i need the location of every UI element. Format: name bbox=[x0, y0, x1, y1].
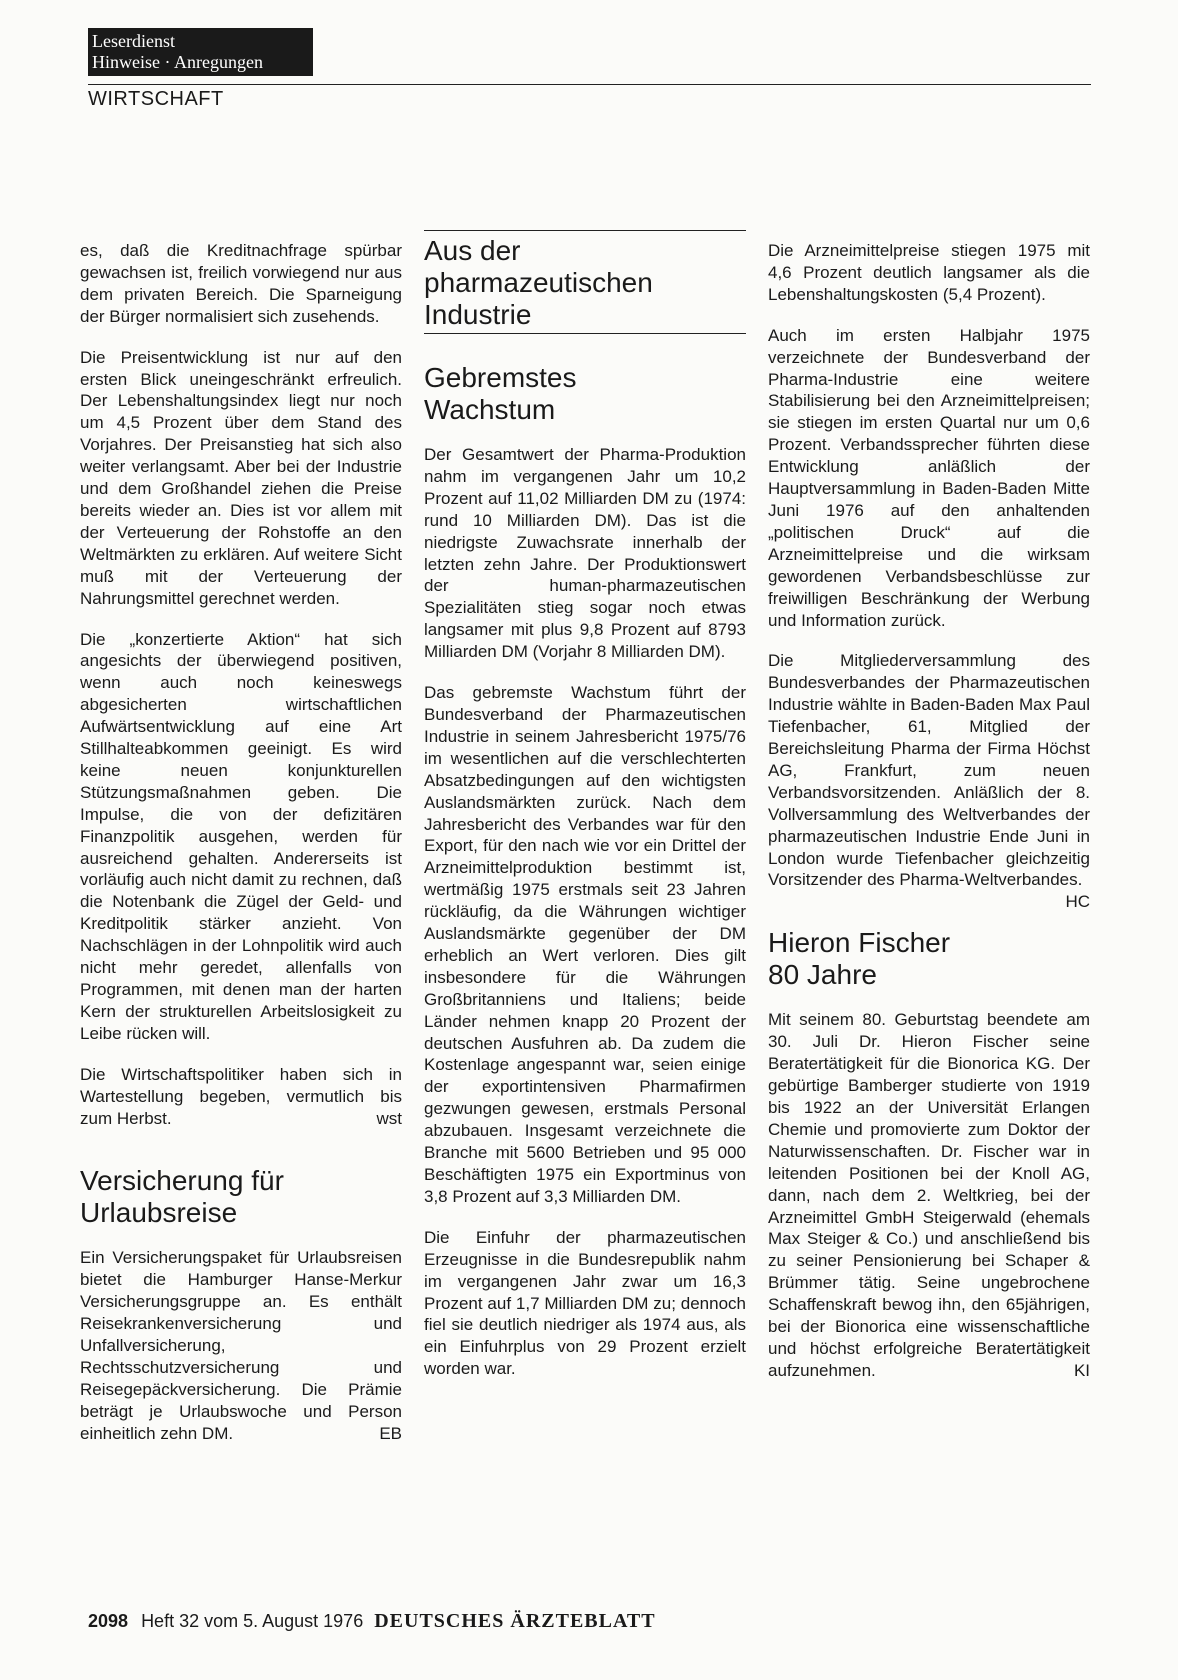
header-line-2: Hinweise · Anregungen bbox=[92, 52, 263, 72]
paragraph: Auch im ersten Halbjahr 1975 verzeichnete der Bundesverband der Pharma-Industrie eine weitere Stabilisierung bei den Arzneimittelpreisen; sie stiegen im ersten Quartal nur um 0,6 Prozent. Verbandssprecher führten diese Entwicklung anläßlich der Hauptversammlung in Baden-Baden Mitte Juni 1976 auf den anhaltenden „politischen Druck“ auf die Arzneimittelpreise und die wirksam gewordenen Verbandsbeschlüsse zur freiwilligen Beschränkung der Werbung und Information zurück. bbox=[768, 325, 1090, 630]
author-signature: wst bbox=[376, 1108, 402, 1128]
paragraph: Der Gesamtwert der Pharma-Produktion nahm im vergangenen Jahr um 10,2 Prozent auf 11,02 Milliarden DM zu (1974: rund 10 Milliarden DM). Das ist die niedrigste Zuwachsrate innerhalb der letzten zehn Jahre. Der Produktionswert der human-pharmazeutischen Spezialitäten stieg sogar noch etwas langsamer mit plus 9,8 Prozent auf 8793 Milliarden DM (Vorjahr 8 Milliarden DM). bbox=[424, 445, 746, 662]
paragraph: Das gebremste Wachstum führt der Bundesverband der Pharmazeutischen Industrie in seinem Jahresbericht 1975/76 im wesentlichen auf die verschlechterten Absatzbedingungen auf den wichtigsten Auslandsmärkten zurück. Nach dem Jahresbericht des Verbandes war für den Export, für den nach wie vor ein Drittel der Arzneimittelproduktion bestimmt ist, wertmäßig 1975 erstmals seit 23 Jahren rückläufig, da die Währungen wichtiger Auslandsmärkte gegenüber der DM erheblich an Wert verloren. Dies gilt insbesondere für die Währungen Großbritanniens und Italiens; beide Länder nehmen knapp 20 Prozent der deutschen Ausfuhren ab. Da zudem die Kostenlage angespannt war, seien einige der exportintensiven Pharmafirmen gezwungen gewesen, erstmals Personal abzubauen. Insgesamt verzeichnete die Branche mit 5600 Betrieben und 95 000 Beschäftigten 1975 ein Exportminus von 3,8 Prozent auf 3,3 Milliarden DM. bbox=[424, 683, 746, 1206]
section-label: WIRTSCHAFT bbox=[88, 88, 224, 110]
issue-info: Heft 32 vom 5. August 1976 bbox=[141, 1611, 364, 1631]
paragraph-text: Die Mitgliederversammlung des Bundesverbandes der Pharmazeutischen Industrie wählte in Baden-Baden Max Paul Tiefenbacher, 61, Mitglied der Bereichsleitung Pharma der Firma Höchst AG, Frankfurt, zum neuen Verbandsvorsitzenden. Anläßlich der 8. Vollversammlung des Weltverbandes der pharmazeutischen Industrie Ende Juni in London wurde Tiefenbacher gleichzeitig Vorsitzender des Pharma-Weltverbandes. bbox=[768, 651, 1090, 890]
page-number: 2098 bbox=[88, 1611, 129, 1631]
author-signature: EB bbox=[379, 1423, 402, 1443]
column-2 bbox=[424, 235, 746, 1399]
paragraph: Die Einfuhr der pharmazeutischen Erzeugnisse in die Bundesrepublik nahm im vergangenen Jahr zwar um 16,3 Prozent auf 1,7 Milliarden DM zu; dennoch fiel sie deutlich niedriger als 1974 aus, als ein Einfuhrplus von 29 Prozent erzielt worden war. bbox=[424, 1227, 746, 1379]
paragraph: Die Arzneimittelpreise stiegen 1975 mit 4,6 Prozent deutlich langsamer als die Lebenshaltungskosten (5,4 Prozent). bbox=[768, 241, 1090, 304]
article-heading: Versicherung für Urlaubsreise bbox=[80, 1165, 284, 1229]
section-title: Aus der pharmazeutischen Industrie bbox=[424, 235, 653, 330]
article-heading: Hieron Fischer 80 Jahre bbox=[768, 927, 951, 991]
paragraph: Die „konzertierte Aktion“ hat sich angesichts der überwiegend positiven, wenn auch noch keineswegs abgesicherten wirtschaftlichen Aufwärtsentwicklung auf eine Art Stillhalteabkommen geeinigt. Es wird keine neuen konjunkturellen Stützungsmaßnahmen geben. Die Impulse, die von der defizitären Finanzpolitik ausgehen, werden für ausreichend gehalten. Andererseits ist vorläufig auch nicht damit zu rechnen, daß die Notenbank die Zügel der Geld- und Kreditpolitik stärker anzieht. Von Nachschlägen in der Lohnpolitik wird auch nicht mehr geredet, allenfalls von Programmen, mit denen man der harten Kern der strukturellen Arbeitslosigkeit zu Leibe rücken will. bbox=[80, 629, 402, 1043]
paragraph bbox=[80, 1064, 402, 1130]
page-footer bbox=[88, 1610, 656, 1633]
column-1 bbox=[80, 240, 402, 1464]
paragraph-text: Die Wirtschaftspolitiker haben sich in Wartestellung begeben, vermutlich bis zum Herbst. bbox=[80, 1064, 402, 1128]
section-title-block bbox=[424, 230, 746, 334]
paragraph bbox=[768, 1009, 1090, 1381]
paragraph-text: Ein Versicherungspaket für Urlaubsreisen bietet die Hamburger Hanse-Merkur Versicherungsgruppe an. Es enthält Reisekrankenversicherung und Unfallversicherung, Rechtsschutzversicherung und Reisegepäckversicherung. Die Prämie beträgt je Urlaubswoche und Person einheitlich zehn DM. bbox=[80, 1248, 402, 1443]
author-signature: HC bbox=[1065, 892, 1090, 912]
column-header-box bbox=[88, 28, 313, 76]
column-3 bbox=[768, 240, 1090, 1401]
paragraph: Die Preisentwicklung ist nur auf den ersten Blick uneingeschränkt erfreulich. Der Lebenshaltungsindex liegt nur noch um 4,5 Prozent über dem Stand des Vorjahres. Der Preisanstieg hat sich also weiter verlangsamt. Aber bei der Industrie und dem Großhandel ziehen die Preise bereits wieder an. Dies ist vor allem mit der Verteuerung der Rohstoffe an den Weltmärkten zu erklären. Auf weitere Sicht muß mit der Verteuerung der Nahrungsmittel gerechnet werden. bbox=[80, 347, 402, 608]
paragraph: es, daß die Kreditnachfrage spürbar gewachsen ist, freilich vorwiegend nur aus dem privaten Bereich. Die Sparneigung der Bürger normalisiert sich zusehends. bbox=[80, 241, 402, 326]
paragraph bbox=[768, 650, 1090, 912]
masthead: DEUTSCHES ÄRZTEBLATT bbox=[374, 1610, 656, 1632]
author-signature: KI bbox=[1073, 1360, 1090, 1380]
paragraph bbox=[80, 1247, 402, 1444]
top-rule bbox=[88, 84, 1091, 85]
paragraph-text: Mit seinem 80. Geburtstag beendete am 30. Juli Dr. Hieron Fischer seine Beratertätigkeit für die Bionorica KG. Der gebürtige Bamberger studierte von 1919 bis 1922 an der Universität Erlangen Chemie und promovierte zum Doktor der Naturwissenschaften. Dr. Fischer war in leitenden Positionen bei der Knoll AG, dann, nach dem 2. Weltkrieg, bei der Arzneimittel GmbH Steigerwald (ehemals Max Steiger & Co.) und anschließend bis zu seiner Pensionierung bei Schaper & Brümmer tätig. Seine ungebrochene Schaffenskraft bewog ihn, den 65jährigen, bei der Bionorica eine wissenschaftliche und höchst erfolgreiche Beratertätigkeit aufzunehmen. bbox=[768, 1010, 1090, 1380]
article-heading: Gebremstes Wachstum bbox=[424, 362, 577, 425]
header-line-1: Leserdienst bbox=[92, 31, 175, 51]
